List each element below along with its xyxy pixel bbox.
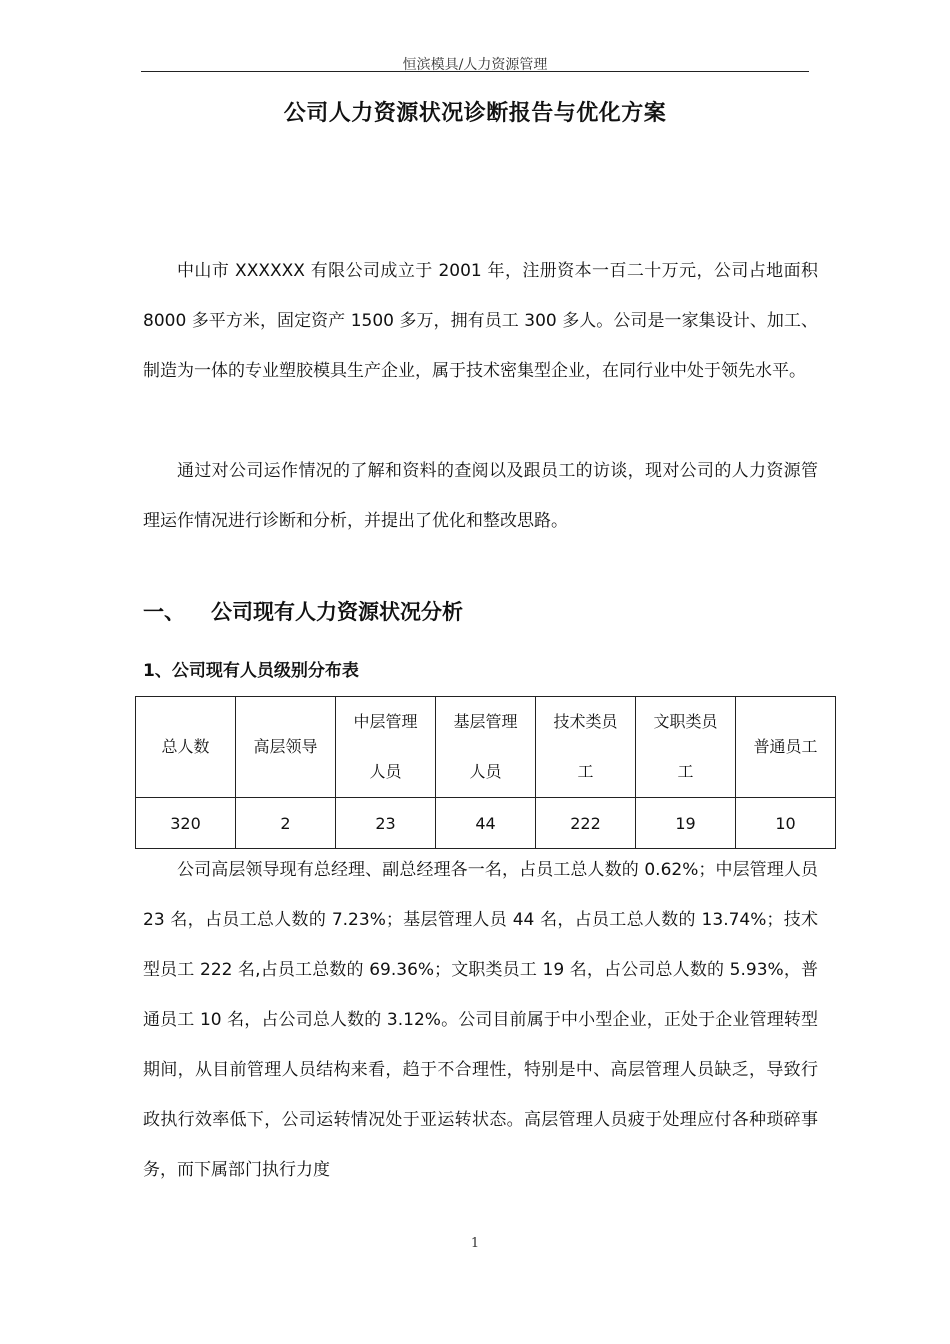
table-cell: 10 xyxy=(736,798,836,849)
intro-paragraph-1: 中山市 XXXXXX 有限公司成立于 2001 年，注册资本一百二十万元，公司占地面积 8000 多平方米，固定资产 1500 多万，拥有员工 300 多人。公司是一家集设计、加工、制造为一体的专业塑胶模具生产企业，属于技术密集型企业，在同行业中处于领先水平。 xyxy=(143,261,818,381)
document-title: 公司人力资源状况诊断报告与优化方案 xyxy=(283,101,667,126)
table-cell: 23 xyxy=(336,798,436,849)
table-cell: 19 xyxy=(636,798,736,849)
analysis-paragraph: 公司高层领导现有总经理、副总经理各一名，占员工总人数的 0.62%；中层管理人员 23 名，占员工总人数的 7.23%；基层管理人员 44 名，占员工总人数的 13.74%；技术型员工 222 名,占员工总数的 69.36%；文职类员工 19 名，占公司总人数的 5.93%，普通员工 10 名，占公司总人数的 3.12%。公司目前属于中小型企业，正处于企业管理转型期间，从目前管理人员结构来看，趋于不合理性，特别是中、高层管理人员缺乏，导致行政执行效率低下，公司运转情况处于亚运转状态。高层管理人员疲于处理应付各种琐碎事务，而下属部门执行力度 xyxy=(143,860,818,1180)
section-title: 公司现有人力资源状况分析 xyxy=(211,600,463,624)
table-row xyxy=(136,798,836,849)
section-number: 一、 xyxy=(143,600,185,624)
subsection-heading: 1、公司现有人员级别分布表 xyxy=(143,661,359,681)
table-cell: 320 xyxy=(136,798,236,849)
header-rule xyxy=(141,71,809,72)
page-number: 1 xyxy=(470,1236,480,1251)
table-header-cell: 中层管理人员 xyxy=(336,697,436,798)
table-cell: 222 xyxy=(536,798,636,849)
section-heading xyxy=(143,596,463,626)
page-header: 恒滨模具/人力资源管理 xyxy=(402,57,548,73)
table-header-cell: 技术类员工 xyxy=(536,697,636,798)
table-header-cell: 高层领导 xyxy=(236,697,336,798)
table-cell: 44 xyxy=(436,798,536,849)
intro-paragraph-2: 通过对公司运作情况的了解和资料的查阅以及跟员工的访谈，现对公司的人力资源管理运作情况进行诊断和分析，并提出了优化和整改思路。 xyxy=(143,461,818,531)
table-header-cell: 文职类员工 xyxy=(636,697,736,798)
table-header-cell: 普通员工 xyxy=(736,697,836,798)
table-cell: 2 xyxy=(236,798,336,849)
table-header-row xyxy=(136,697,836,798)
table-header-cell: 基层管理人员 xyxy=(436,697,536,798)
table-header-cell: 总人数 xyxy=(136,697,236,798)
staff-distribution-table xyxy=(135,696,836,849)
